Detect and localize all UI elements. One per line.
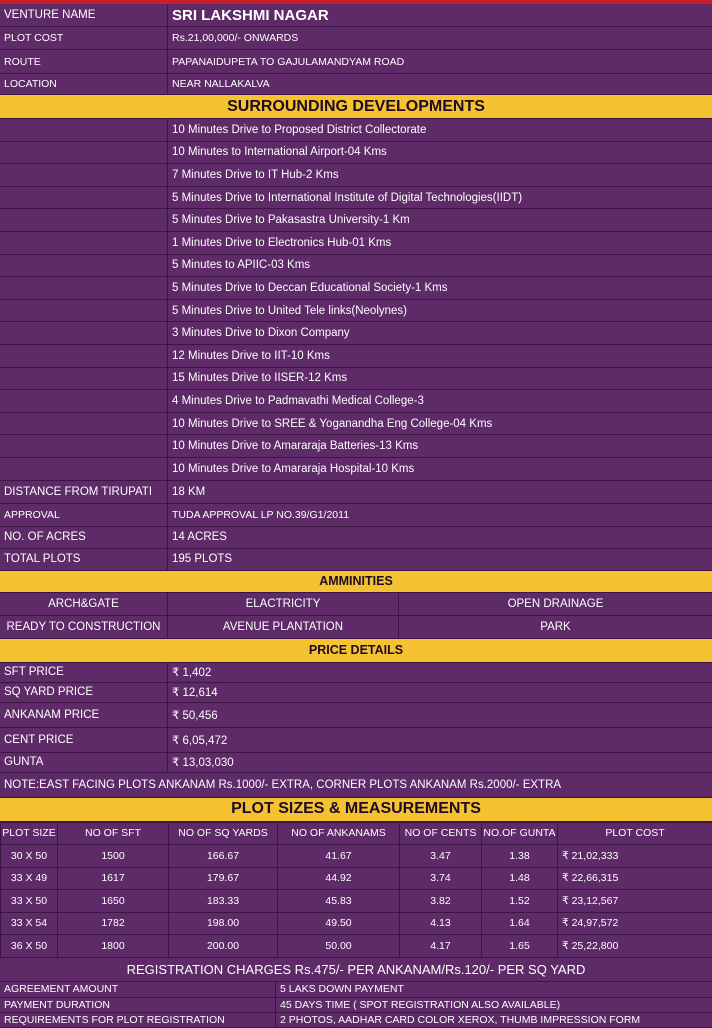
- ankanam-price-label: ANKANAM PRICE: [0, 703, 168, 727]
- plot-table-row: [1, 890, 712, 913]
- agreement-label: AGREEMENT AMOUNT: [0, 982, 276, 997]
- plot-table-cell: 1500: [58, 845, 169, 868]
- plot-table-header-cell: NO.OF GUNTA: [482, 822, 558, 845]
- development-item: 4 Minutes Drive to Padmavathi Medical College-3: [168, 390, 712, 412]
- registration-charges: REGISTRATION CHARGES Rs.475/- PER ANKANAM/Rs.120/- PER SQ YARD: [0, 958, 712, 982]
- development-spacer: [0, 390, 168, 412]
- development-spacer: [0, 413, 168, 435]
- cent-price-row: [0, 728, 712, 753]
- plot-table-cell: ₹ 25,22,800: [558, 935, 712, 958]
- development-spacer: [0, 232, 168, 254]
- duration-value: 45 DAYS TIME ( SPOT REGISTRATION ALSO AVAILABLE): [276, 998, 712, 1012]
- amenity-avenue-plantation: AVENUE PLANTATION: [168, 616, 399, 638]
- development-spacer: [0, 164, 168, 186]
- development-spacer: [0, 209, 168, 231]
- duration-label: PAYMENT DURATION: [0, 998, 276, 1012]
- development-spacer: [0, 300, 168, 322]
- plot-table-cell: 1.48: [482, 867, 558, 890]
- route-row: [0, 50, 712, 74]
- plot-table-row: [1, 845, 712, 868]
- gunta-label: GUNTA: [0, 753, 168, 772]
- venture-name-label: VENTURE NAME: [0, 4, 168, 26]
- price-note-row: [0, 773, 712, 798]
- development-item: 10 Minutes Drive to SREE & Yoganandha Eng College-04 Kms: [168, 413, 712, 435]
- requirements-row: [0, 1013, 712, 1028]
- development-spacer: [0, 187, 168, 209]
- plot-table-header-cell: NO OF SQ YARDS: [169, 822, 278, 845]
- development-spacer: [0, 435, 168, 457]
- route-value: PAPANAIDUPETA TO GAJULAMANDYAM ROAD: [168, 50, 712, 73]
- surrounding-developments-list: [0, 119, 712, 481]
- venture-name-value: SRI LAKSHMI NAGAR: [168, 4, 712, 26]
- plot-table-cell: 33 X 49: [1, 867, 58, 890]
- development-row: [0, 277, 712, 300]
- acres-label: NO. OF ACRES: [0, 527, 168, 548]
- duration-row: [0, 998, 712, 1013]
- development-row: [0, 322, 712, 345]
- ankanam-price-value: ₹ 50,456: [168, 703, 712, 727]
- plot-table-header-row: [1, 822, 712, 845]
- price-note: NOTE:EAST FACING PLOTS ANKANAM Rs.1000/- EXTRA, CORNER PLOTS ANKANAM Rs.2000/- EXTRA: [0, 773, 712, 797]
- development-item: 5 Minutes Drive to Pakasastra University-1 Km: [168, 209, 712, 231]
- amenity-park: PARK: [399, 616, 712, 638]
- surrounding-developments-header: SURROUNDING DEVELOPMENTS: [0, 95, 712, 119]
- route-label: ROUTE: [0, 50, 168, 73]
- agreement-value: 5 LAKS DOWN PAYMENT: [276, 982, 712, 997]
- plot-table-cell: 33 X 54: [1, 912, 58, 935]
- development-row: [0, 390, 712, 413]
- development-spacer: [0, 322, 168, 344]
- plot-cost-label: PLOT COST: [0, 27, 168, 49]
- development-item: 5 Minutes to APIIC-03 Kms: [168, 255, 712, 277]
- plot-table-cell: 1782: [58, 912, 169, 935]
- gunta-value: ₹ 13,03,030: [168, 753, 712, 772]
- plot-table-cell: 4.17: [400, 935, 482, 958]
- development-row: [0, 300, 712, 323]
- amenities-row-2: [0, 616, 712, 639]
- development-item: 7 Minutes Drive to IT Hub-2 Kms: [168, 164, 712, 186]
- plot-table-cell: 3.74: [400, 867, 482, 890]
- development-spacer: [0, 458, 168, 480]
- development-row: [0, 119, 712, 142]
- amenity-open-drainage: OPEN DRAINAGE: [399, 593, 712, 615]
- plot-table-cell: 45.83: [278, 890, 400, 913]
- development-item: 3 Minutes Drive to Dixon Company: [168, 322, 712, 344]
- total-plots-row: [0, 549, 712, 571]
- development-row: [0, 142, 712, 165]
- distance-label: DISTANCE FROM TIRUPATI: [0, 481, 168, 503]
- plot-table-cell: 198.00: [169, 912, 278, 935]
- plot-table-cell: 1.38: [482, 845, 558, 868]
- plot-table-cell: 1650: [58, 890, 169, 913]
- venture-info: [0, 4, 712, 95]
- acres-row: [0, 527, 712, 549]
- plot-sizes-table: [0, 822, 712, 958]
- development-item: 5 Minutes Drive to International Institute of Digital Technologies(IIDT): [168, 187, 712, 209]
- sqyard-price-value: ₹ 12,614: [168, 683, 712, 702]
- ankanam-price-row: [0, 703, 712, 728]
- development-spacer: [0, 119, 168, 141]
- plot-table-cell: 3.82: [400, 890, 482, 913]
- distance-row: [0, 481, 712, 504]
- plot-table-cell: ₹ 22,66,315: [558, 867, 712, 890]
- plot-cost-value: Rs.21,00,000/- ONWARDS: [168, 27, 712, 49]
- development-spacer: [0, 368, 168, 390]
- amenities-row-1: [0, 593, 712, 616]
- price-details-header: PRICE DETAILS: [0, 639, 712, 663]
- total-plots-label: TOTAL PLOTS: [0, 549, 168, 570]
- plot-table-cell: 41.67: [278, 845, 400, 868]
- plot-table-row: [1, 867, 712, 890]
- plot-table-header-cell: NO OF CENTS: [400, 822, 482, 845]
- plot-table-cell: 33 X 50: [1, 890, 58, 913]
- registration-details: [0, 982, 712, 1028]
- location-row: [0, 74, 712, 95]
- price-details: [0, 663, 712, 798]
- development-item: 5 Minutes Drive to United Tele links(Neolynes): [168, 300, 712, 322]
- sft-price-label: SFT PRICE: [0, 663, 168, 682]
- plot-table-cell: 50.00: [278, 935, 400, 958]
- requirements-value: 2 PHOTOS, AADHAR CARD COLOR XEROX, THUMB IMPRESSION FORM: [276, 1013, 712, 1027]
- development-item: 10 Minutes Drive to Proposed District Collectorate: [168, 119, 712, 141]
- amenities-header: AMMINITIES: [0, 571, 712, 593]
- requirements-label: REQUIREMENTS FOR PLOT REGISTRATION: [0, 1013, 276, 1027]
- sqyard-price-row: [0, 683, 712, 703]
- development-spacer: [0, 277, 168, 299]
- approval-row: [0, 504, 712, 527]
- plot-table-header-cell: NO OF SFT: [58, 822, 169, 845]
- plot-table-cell: 1800: [58, 935, 169, 958]
- plot-table-cell: 183.33: [169, 890, 278, 913]
- plot-table-cell: ₹ 24,97,572: [558, 912, 712, 935]
- development-row: [0, 232, 712, 255]
- development-item: 15 Minutes Drive to IISER-12 Kms: [168, 368, 712, 390]
- development-row: [0, 458, 712, 481]
- development-row: [0, 413, 712, 436]
- sft-price-row: [0, 663, 712, 683]
- development-item: 10 Minutes Drive to Amararaja Batteries-13 Kms: [168, 435, 712, 457]
- plot-table-row: [1, 912, 712, 935]
- development-spacer: [0, 345, 168, 367]
- plot-table-cell: 36 X 50: [1, 935, 58, 958]
- plot-table-cell: 49.50: [278, 912, 400, 935]
- plot-cost-row: [0, 27, 712, 50]
- gunta-row: [0, 753, 712, 773]
- location-value: NEAR NALLAKALVA: [168, 74, 712, 94]
- amenity-arch-gate: ARCH&GATE: [0, 593, 168, 615]
- amenity-ready-to-construction: READY TO CONSTRUCTION: [0, 616, 168, 638]
- approval-value: TUDA APPROVAL LP NO.39/G1/2011: [168, 504, 712, 526]
- plot-table-cell: 200.00: [169, 935, 278, 958]
- approval-label: APPROVAL: [0, 504, 168, 526]
- development-row: [0, 209, 712, 232]
- development-item: 10 Minutes Drive to Amararaja Hospital-10 Kms: [168, 458, 712, 480]
- plot-table-cell: ₹ 21,02,333: [558, 845, 712, 868]
- plot-table-cell: 4.13: [400, 912, 482, 935]
- plot-table-cell: ₹ 23,12,567: [558, 890, 712, 913]
- plot-table-header-cell: NO OF ANKANAMS: [278, 822, 400, 845]
- plot-table-header-cell: PLOT SIZE: [1, 822, 58, 845]
- total-plots-value: 195 PLOTS: [168, 549, 712, 570]
- plot-table-cell: 1.52: [482, 890, 558, 913]
- plot-table-cell: 3.47: [400, 845, 482, 868]
- development-row: [0, 435, 712, 458]
- development-spacer: [0, 142, 168, 164]
- plot-table-cell: 179.67: [169, 867, 278, 890]
- development-item: 5 Minutes Drive to Deccan Educational Society-1 Kms: [168, 277, 712, 299]
- development-spacer: [0, 255, 168, 277]
- location-label: LOCATION: [0, 74, 168, 94]
- acres-value: 14 ACRES: [168, 527, 712, 548]
- development-item: 10 Minutes to International Airport-04 Kms: [168, 142, 712, 164]
- plot-table-cell: 1617: [58, 867, 169, 890]
- development-item: 12 Minutes Drive to IIT-10 Kms: [168, 345, 712, 367]
- distance-value: 18 KM: [168, 481, 712, 503]
- development-row: [0, 187, 712, 210]
- development-row: [0, 255, 712, 278]
- sft-price-value: ₹ 1,402: [168, 663, 712, 682]
- plot-table-header-cell: PLOT COST: [558, 822, 712, 845]
- plot-table-row: [1, 935, 712, 958]
- development-item: 1 Minutes Drive to Electronics Hub-01 Kms: [168, 232, 712, 254]
- cent-price-value: ₹ 6,05,472: [168, 728, 712, 752]
- amenity-electricity: ELACTRICITY: [168, 593, 399, 615]
- venture-details: [0, 481, 712, 571]
- agreement-row: [0, 982, 712, 998]
- plot-table-cell: 1.65: [482, 935, 558, 958]
- development-row: [0, 164, 712, 187]
- plot-table-cell: 1.64: [482, 912, 558, 935]
- plot-table-cell: 44.92: [278, 867, 400, 890]
- plot-table-cell: 166.67: [169, 845, 278, 868]
- development-row: [0, 368, 712, 391]
- plot-sizes-header: PLOT SIZES & MEASUREMENTS: [0, 798, 712, 822]
- development-row: [0, 345, 712, 368]
- sqyard-price-label: SQ YARD PRICE: [0, 683, 168, 702]
- venture-name-row: [0, 4, 712, 27]
- plot-table-cell: 30 X 50: [1, 845, 58, 868]
- cent-price-label: CENT PRICE: [0, 728, 168, 752]
